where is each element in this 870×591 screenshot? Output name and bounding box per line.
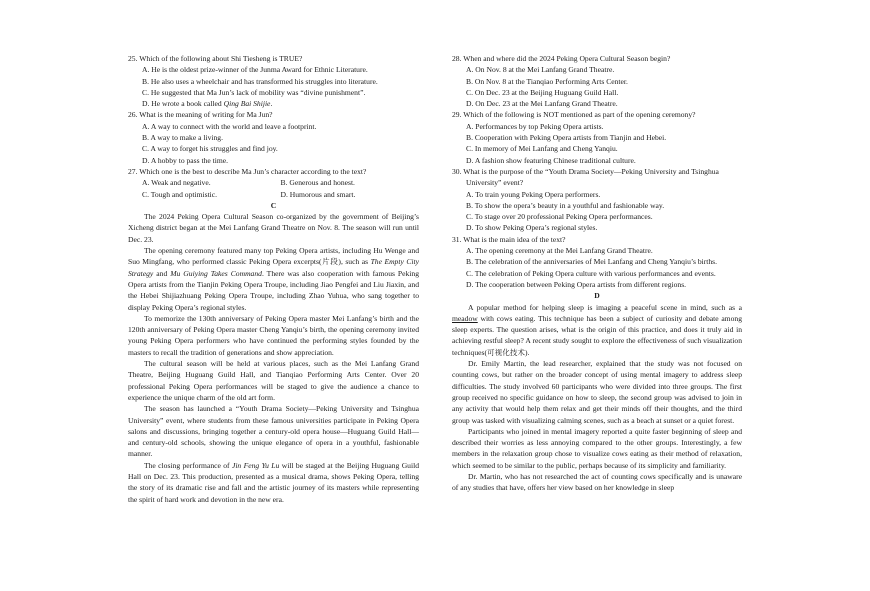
question-25: [128, 53, 419, 109]
paragraph-text: The closing performance of: [144, 460, 232, 470]
question-26: [128, 109, 419, 165]
option-c: C. To stage over 20 professional Peking Opera performances.: [466, 212, 653, 222]
option-c: C. A way to forget his struggles and find joy.: [142, 144, 278, 154]
left-column: [128, 53, 419, 505]
option-b: B. The celebration of the anniversaries of Mei Lanfang and Cheng Yanqiu’s births.: [466, 257, 718, 267]
question-30: [452, 166, 742, 234]
option-a: A. A way to connect with the world and leave a footprint.: [142, 121, 317, 131]
option-row: [128, 177, 419, 188]
option-b: B. To show the opera’s beauty in a youthful and fashionable way.: [466, 200, 665, 210]
work-title: Jin Feng Yu Lu: [231, 460, 280, 470]
work-title: Mu Guiying Takes Command: [170, 268, 262, 278]
passage-paragraph: [452, 302, 742, 358]
passage-paragraph: Participants who joined in mental imagery reported a quite faster beginning of sleep and described their worries as less annoying compared to the other groups. Interestingly, a few members in the relaxation group chose to visualize cows eating as their method of relaxation, which seemed to be similar to the public, perhaps because of its simplicity and familiarity.: [452, 426, 742, 470]
option-a: A. The opening ceremony at the Mei Lanfang Grand Theatre.: [466, 246, 653, 256]
question-stem: 26. What is the meaning of writing for Ma Jun?: [128, 110, 273, 120]
option-a: A. He is the oldest prize-winner of the Junma Award for Ethnic Literature.: [142, 65, 368, 75]
option-d: [128, 98, 419, 109]
paragraph-text: and: [153, 268, 171, 278]
option-row: [128, 189, 419, 200]
question-stem: 28. When and where did the 2024 Peking Opera Cultural Season begin?: [452, 54, 671, 63]
paragraph-text: The opening ceremony featured many top Peking Opera artists, including Hu Wenge and Suo Mingfang, who performed classic Peking Opera excerpts(片段), such as: [128, 246, 419, 267]
passage-paragraph: [128, 245, 419, 313]
option-d: D. Humorous and smart.: [280, 189, 356, 199]
option-text-end: .: [270, 99, 273, 109]
question-stem: 29. Which of the following is NOT mentioned as part of the opening ceremony?: [452, 110, 696, 120]
option-b: B. He also uses a wheelchair and has transformed his struggles into literature.: [142, 76, 378, 86]
option-d: D. On Dec. 23 at the Mei Lanfang Grand Theatre.: [466, 99, 618, 109]
option-c: C. The celebration of Peking Opera culture with various performances and events.: [466, 268, 716, 278]
option-b: B. Generous and honest.: [280, 178, 355, 188]
option-d: D. To show Peking Opera’s regional styles.: [466, 223, 598, 233]
paragraph-text: will be staged at the Beijing Huguang Guild Hall on Dec. 23. This production, presented as a musical drama, shows Peking Opera, telling the story of its dramatic rise and fall and the artistic journey of its masters while representing the spirit of hard work and devotion in the new era.: [128, 460, 419, 504]
option-b: B. A way to make a living.: [142, 133, 223, 143]
passage-paragraph: The 2024 Peking Opera Cultural Season co-organized by the government of Beijing’s Xicheng district began at the Mei Lanfang Grand Theatre on Nov. 8. The season will run until Dec. 23.: [128, 212, 419, 244]
section-title-d: D: [594, 291, 600, 301]
passage-paragraph: The cultural season will be held at various places, such as the Mei Lanfang Grand Theatre, Beijing Huguang Guild Hall, and Tianqiao Performing Arts Center. Over 20 professional Peking Opera performances will be staged to give the audience a chance to experience the unique charm of the old art form.: [128, 359, 419, 402]
section-title-c: C: [270, 200, 277, 210]
option-a: A. Weak and negative.: [142, 178, 211, 188]
option-d: D. A hobby to pass the time.: [142, 155, 229, 165]
option-a: A. On Nov. 8 at the Mei Lanfang Grand Theatre.: [466, 65, 615, 75]
option-d: D. The cooperation between Peking Opera artists from different regions.: [466, 279, 687, 289]
passage-paragraph: Dr. Martin, who has not researched the act of counting cows specifically and is unaware of any studies that have, offers her view based on her knowledge in sleep: [452, 471, 742, 493]
option-d: D. A fashion show featuring Chinese traditional culture.: [466, 155, 636, 165]
option-a: A. Performances by top Peking Opera artists.: [466, 121, 604, 131]
question-stem: 31. What is the main idea of the text?: [452, 234, 566, 244]
question-27: [128, 166, 419, 200]
question-28: [452, 53, 742, 109]
question-stem: 30. What is the purpose of the “Youth Drama Society—Peking University and Tsinghua University” event?: [452, 166, 719, 188]
passage-paragraph: To memorize the 130th anniversary of Peking Opera master Mei Lanfang’s birth and the 120th anniversary of Peking Opera master Cheng Yanqiu’s birth, the opening ceremony invited young Peking Opera performers who have continued the performing styles founded by the masters to recall the tradition of generations and show appreciation.: [128, 313, 419, 357]
option-text: D. He wrote a book called: [142, 99, 224, 109]
option-c: C. Tough and optimistic.: [142, 189, 218, 199]
question-29: [452, 109, 742, 165]
option-a: A. To train young Peking Opera performers.: [466, 189, 601, 199]
question-stem: 25. Which of the following about Shi Tiesheng is TRUE?: [128, 54, 303, 63]
paragraph-text: with cows eating. This technique has been a subject of curiosity and debate among sleep experts. The question arises, what is the origin of this practice, and does it truly aid in achieving restful sleep? A recent study sought to explore the effectiveness of such visualization techniques(可视化技术).: [452, 313, 742, 357]
question-stem: 27. Which one is the best to describe Ma Jun’s character according to the text?: [128, 166, 367, 176]
underlined-word: meadow: [452, 313, 478, 323]
passage-paragraph: The season has launched a “Youth Drama Society—Peking University and Tsinghua University” event, where students from these famous universities participate in Peking Opera salons and discussions, bringing together a century-old opera house—Huguang Guild Hall—and century-old schools, showing the unique elegance of opera in a youthful, fashionable manner.: [128, 404, 419, 459]
question-31: [452, 234, 742, 290]
passage-paragraph: Dr. Emily Martin, the lead researcher, explained that the study was not focused on counting cows, but rather on the broader concept of using mental imagery to address sleep difficulties. The study involved 60 participants who were divided into three groups. The first group received no specific guidance on how to sleep, the second group was advised to join in any activity that would help them relax and get their minds off their thoughts, and the third group was tasked with visualizing calming scenes, such as a beach at sunset or a quiet forest.: [452, 359, 742, 425]
book-title: Qing Bai Shijie: [223, 99, 271, 109]
option-b: B. Cooperation with Peking Opera artists from Tianjin and Hebei.: [466, 133, 667, 143]
paragraph-text: A popular method for helping sleep is imaging a peaceful scene in mind, such as a: [468, 302, 742, 312]
option-c: C. In memory of Mei Lanfang and Cheng Yanqiu.: [466, 144, 618, 154]
option-c: C. He suggested that Ma Jun’s lack of mobility was “divine punishment”.: [142, 87, 366, 97]
work-title: The Empty City Strategy: [128, 257, 419, 278]
option-b: B. On Nov. 8 at the Tianqiao Performing Arts Center.: [466, 76, 628, 86]
paragraph-text: . There was also cooperation with famous Peking Opera artists from the Tianjin Peking Opera Troupe, including Jiao Pengfei and Liu Jiaxin, and the Hebei Shijiazhuang Peking Opera Troupe, including Zhao Yuhua, who sang together to display Peking Opera’s regional styles.: [128, 268, 420, 312]
right-column: [452, 53, 742, 494]
passage-paragraph: [128, 460, 419, 505]
option-c: C. On Dec. 23 at the Beijing Huguang Guild Hall.: [466, 87, 619, 97]
